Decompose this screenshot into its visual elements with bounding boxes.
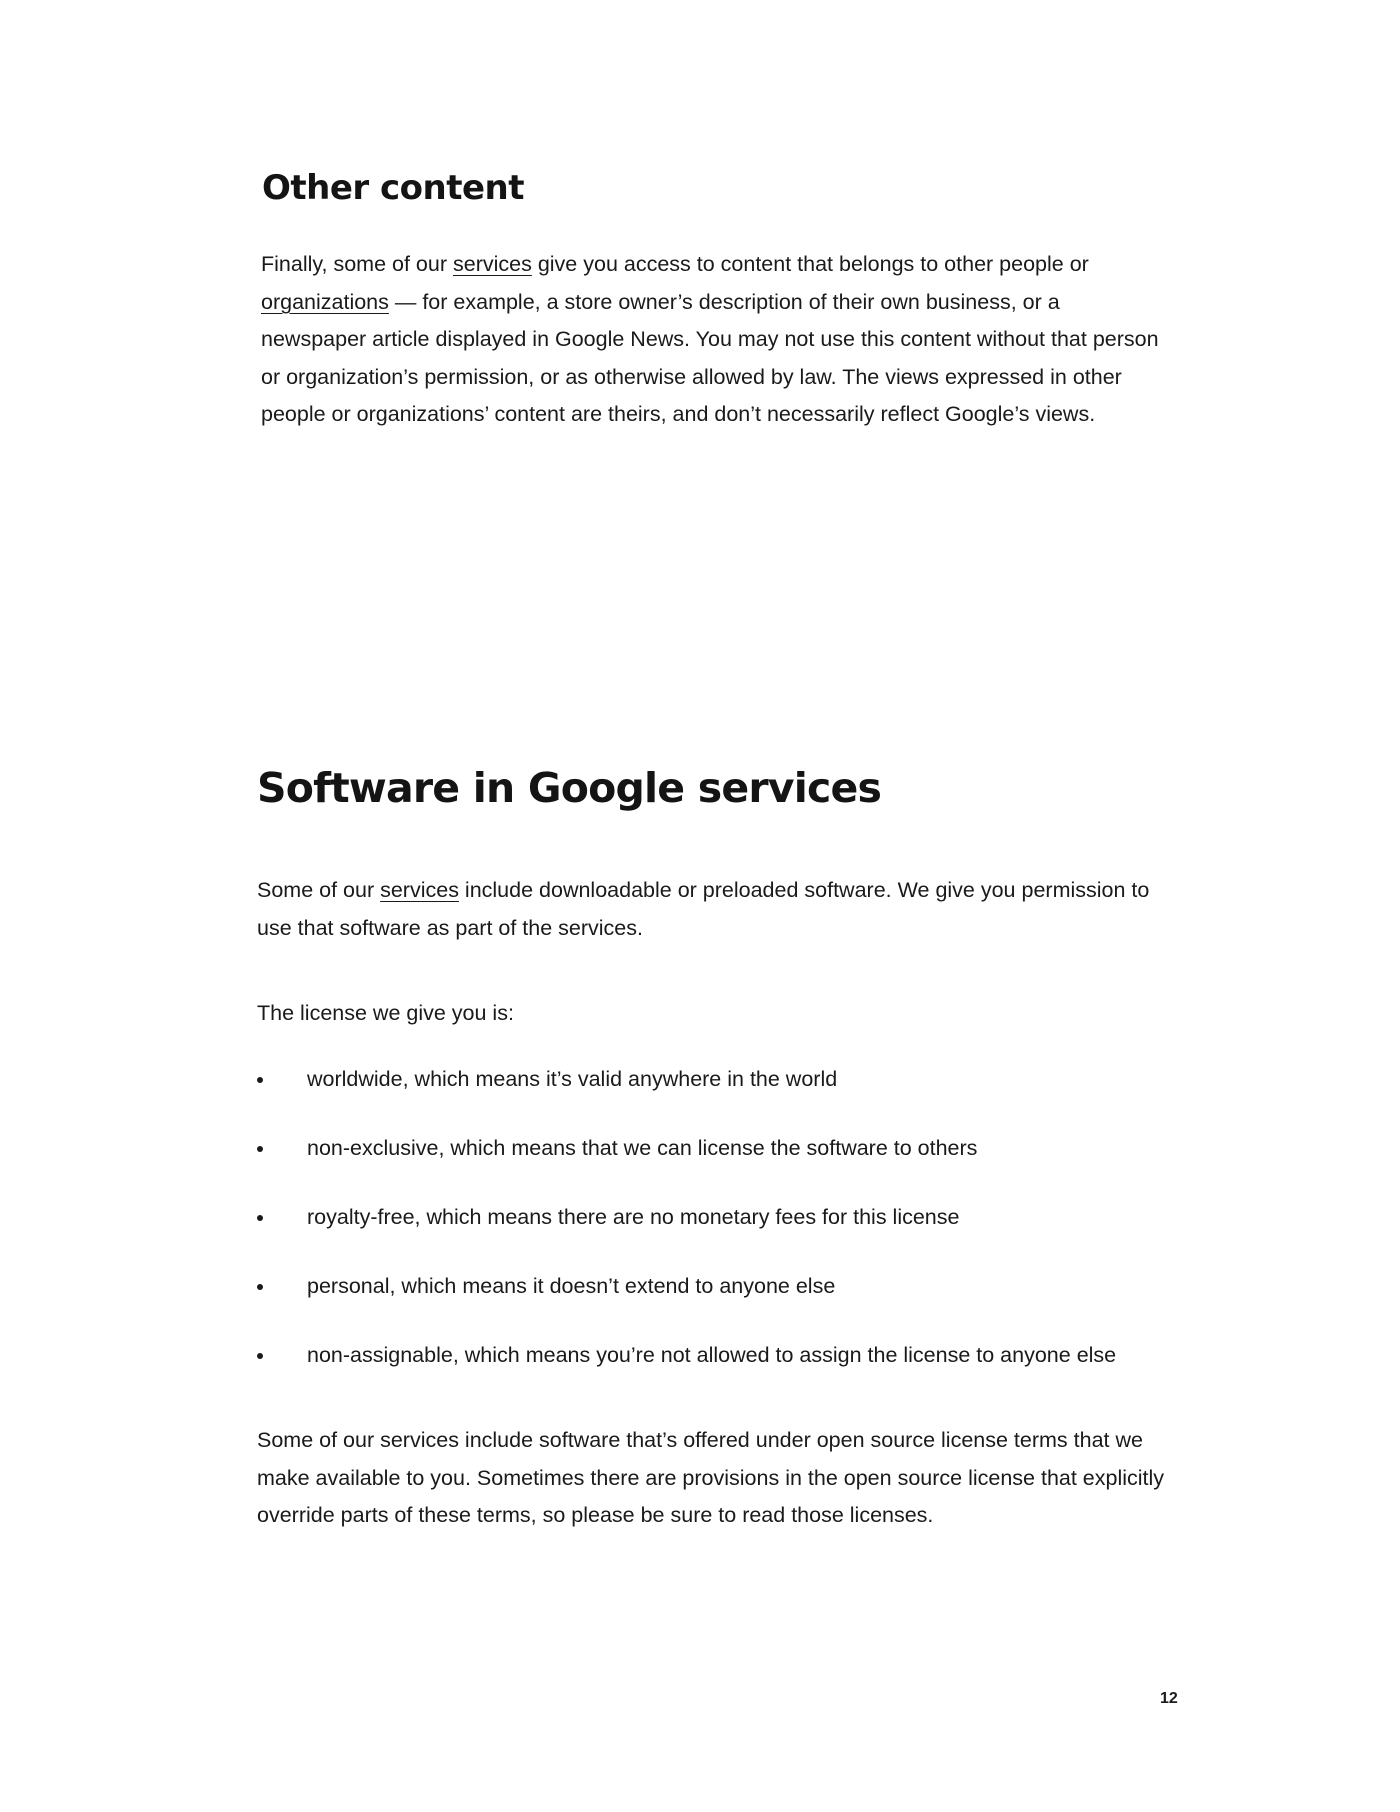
list-item-text: non-exclusive, which means that we can license the software to others — [307, 1136, 978, 1160]
bullet-icon — [257, 1146, 263, 1152]
bullet-icon — [257, 1353, 263, 1359]
section-heading-software: Software in Google services — [257, 764, 882, 812]
license-bullet-list — [257, 1061, 1177, 1406]
paragraph-text: Some of our — [257, 878, 381, 902]
list-item-text: non-assignable, which means you’re not allowed to assign the license to anyone else — [307, 1343, 1117, 1367]
list-item — [257, 1268, 1177, 1337]
other-content-paragraph — [261, 246, 1161, 434]
software-intro-paragraph — [257, 872, 1157, 947]
paragraph-text: Finally, some of our — [261, 252, 453, 276]
list-item — [257, 1199, 1177, 1268]
services-link[interactable]: services — [380, 878, 459, 902]
list-item — [257, 1337, 1177, 1406]
list-item-text: royalty-free, which means there are no monetary fees for this license — [307, 1205, 960, 1229]
paragraph-text: include downloadable or preloaded software. We give you permission to use that software as part of the services. — [257, 878, 1150, 940]
section-heading-other-content: Other content — [262, 168, 525, 208]
bullet-icon — [257, 1284, 263, 1290]
paragraph-text: — for example, a store owner’s description of their own business, or a newspaper article displayed in Google News. You may not use this content without that person or organization’s permission, or as otherwise allowed by law. The views expressed in other people or organizations’ content are theirs, and don’t necessarily reflect Google’s views. — [261, 289, 1159, 426]
page-number: 12 — [1160, 1690, 1178, 1707]
bullet-icon — [257, 1077, 263, 1083]
list-item — [257, 1061, 1177, 1130]
bullet-icon — [257, 1215, 263, 1221]
open-source-paragraph: Some of our services include software that’s offered under open source license terms that we make available to you. Sometimes there are provisions in the open source license that explicitly override parts of these terms, so please be sure to read those licenses. — [257, 1428, 1165, 1527]
license-lead-paragraph: The license we give you is: — [257, 1001, 514, 1025]
list-item — [257, 1130, 1177, 1199]
services-link[interactable]: services — [452, 252, 532, 276]
list-item-text: worldwide, which means it’s valid anywhere in the world — [307, 1067, 838, 1091]
list-item-text: personal, which means it doesn’t extend to anyone else — [307, 1274, 836, 1298]
organizations-link[interactable]: organizations — [261, 289, 389, 314]
paragraph-text: give you access to content that belongs to other people or — [531, 252, 1089, 276]
